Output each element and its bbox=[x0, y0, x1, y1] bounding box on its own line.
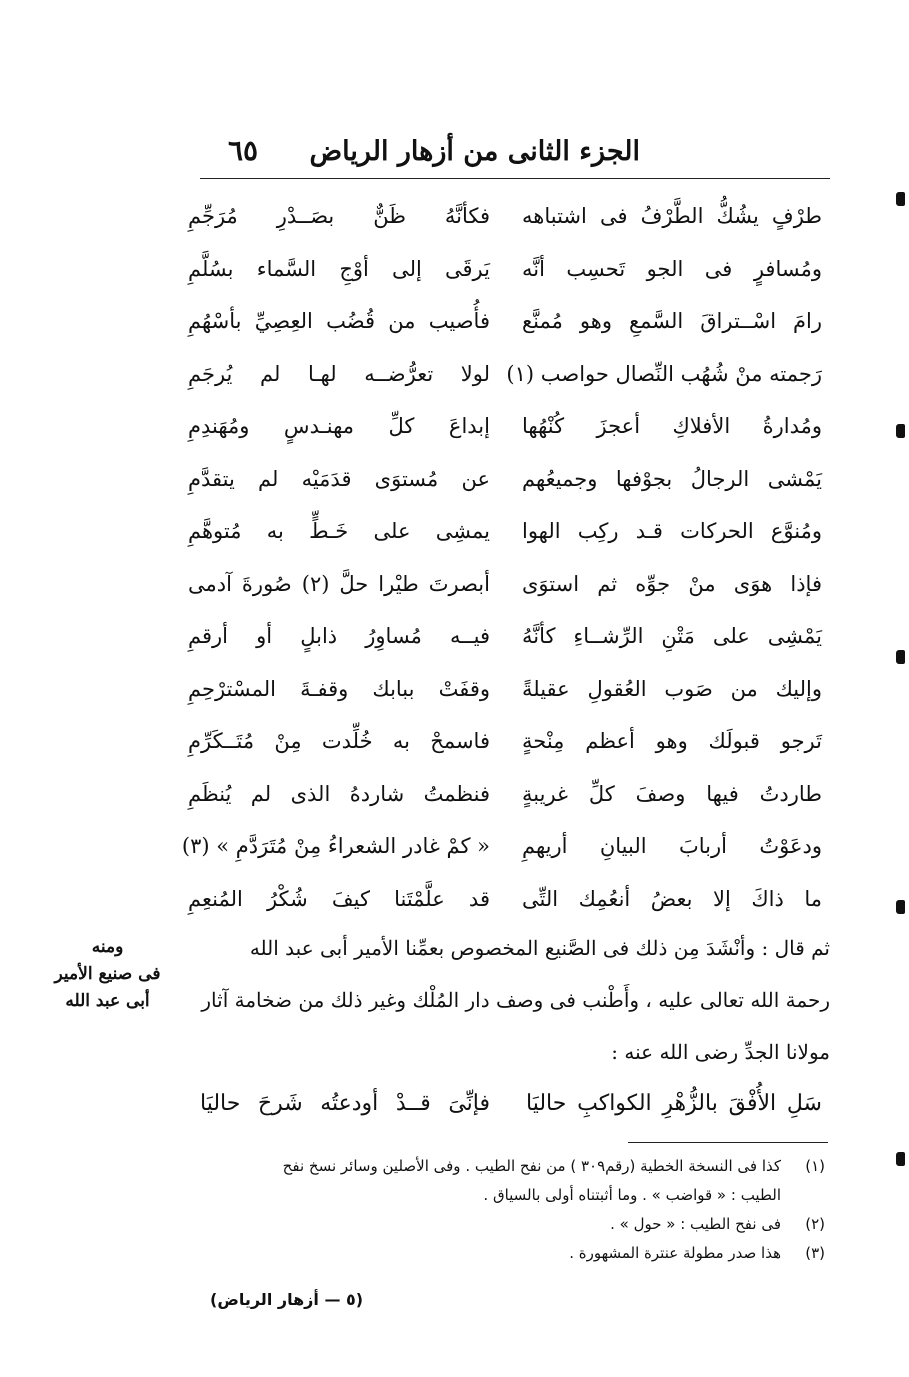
verse bbox=[170, 400, 830, 453]
verse-second-hemistich: لولا تعرُّضــه لهـا لم يُرجَمِ bbox=[188, 361, 490, 386]
verse-first-hemistich: يَمْشِى على مَتْنِ الرِّشــاءِ كأنَّهُ bbox=[522, 624, 822, 648]
verse-second-hemistich: « كمْ غادر الشعراءُ مِنْ مُتَرَدَّمِ » (٣) bbox=[181, 834, 490, 858]
verse bbox=[170, 873, 830, 926]
verse-second-hemistich: فإنِّىَ قــدْ أودعتُه شَرحَ حاليَا bbox=[200, 1091, 490, 1116]
verse-first-hemistich: طرْفٍ يشُكُّ الطَّرْفُ فى اشتباهه bbox=[522, 204, 822, 228]
verse-first-hemistich: ما ذاكَ إلا بعضُ أنعُمِك التِّى bbox=[522, 886, 822, 911]
prose-line: مولانا الجدِّ رضى الله عنه : bbox=[611, 1040, 830, 1064]
verse-first-hemistich: رَجمته منْ شُهُب النِّصال حواصب (١) bbox=[506, 361, 822, 386]
verse-first-hemistich: ومُدارةُ الأفلاكِ أعجزَ كُنْهُها bbox=[522, 414, 822, 438]
verse-second-hemistich: إبداعَ كلِّ مهنـدسٍ ومُهَندِمِ bbox=[188, 414, 490, 438]
verse-first-hemistich: ومُنوَّع الحركات قـد ركِب الهوا bbox=[522, 519, 822, 543]
verse-second-hemistich: أبصرتَ طيْرا حلَّ (٢) صُورةَ آدمى bbox=[188, 571, 490, 596]
signature-mark: (٥ — أزهار الرياض) bbox=[210, 1290, 364, 1309]
verse-second-hemistich: قد علَّمْتَنا كيفَ شُكْرُ المُنعِمِ bbox=[188, 886, 490, 911]
footnote-3 bbox=[185, 1239, 825, 1268]
verse-first-hemistich: طاردتُ فيها وصفَ كلِّ غريبةٍ bbox=[522, 781, 822, 806]
binding-mark bbox=[896, 192, 905, 206]
margin-note-line: فى صنيع الأمير bbox=[54, 964, 161, 984]
binding-mark bbox=[896, 900, 905, 914]
binding-mark bbox=[896, 424, 905, 438]
footnote-number: (١) bbox=[805, 1157, 825, 1175]
verse bbox=[170, 663, 830, 716]
verse-first-hemistich: يَمْشى الرجالُ بجوْفها وجميعُهم bbox=[522, 466, 822, 491]
verse-second-hemistich: يَرقَى إلى أوْجِ السَّماء بسُلَّمِ bbox=[188, 256, 490, 281]
margin-note-line: ومنه bbox=[91, 937, 124, 957]
verse-first-hemistich: تَرجو قبولَك وهو أعظم مِنْحةٍ bbox=[522, 729, 822, 753]
binding-mark bbox=[896, 1152, 905, 1166]
verse-second-hemistich: فأُصيب من قُضُب العِصِيِّ بأسْهُمِ bbox=[188, 309, 490, 333]
prose-line: ثم قال : وأنْشَدَ مِن ذلك فى الصَّنيع المخصوص بعمِّنا الأمير أبى عبد الله bbox=[249, 936, 830, 960]
footnote-text: فى نفح الطيب : « حول » . bbox=[610, 1215, 781, 1233]
verse-first-hemistich: فإذا هوَى منْ جوِّه ثم استوَى bbox=[522, 571, 822, 596]
verse bbox=[170, 768, 830, 821]
verse-second-hemistich: عن مُستوَى قدَمَيْه لم يتقدَّمِ bbox=[188, 466, 490, 491]
footnote-2 bbox=[185, 1210, 825, 1239]
verse-second-hemistich: يمشِى على خَـطٍّ به مُتوهَّمِ bbox=[188, 519, 490, 543]
page-number: ٦٥ bbox=[228, 134, 259, 167]
page-header bbox=[200, 132, 830, 179]
margin-note bbox=[40, 934, 175, 1015]
verse bbox=[170, 190, 830, 243]
prose-paragraph bbox=[185, 922, 830, 1078]
verse bbox=[170, 453, 830, 506]
poem bbox=[170, 190, 830, 925]
verse bbox=[170, 715, 830, 768]
verse bbox=[170, 820, 830, 873]
verse bbox=[170, 558, 830, 611]
verse bbox=[170, 295, 830, 348]
verse-first-hemistich: ومُسافرٍ فى الجو تَحسِب أنَّه bbox=[522, 256, 822, 281]
verse-second-hemistich: وقفَتْ ببابك وقفـةَ المسْترْحِمِ bbox=[188, 676, 490, 701]
verse-first-hemistich: سَلِ الأُفْقَ بالزُّهْرِ الكواكبِ حاليَا bbox=[526, 1091, 822, 1116]
verse bbox=[170, 243, 830, 296]
footnote-continuation: الطيب : « قواضب » . وما أثبتناه أولى بالسياق . bbox=[483, 1186, 781, 1204]
final-verse bbox=[170, 1076, 830, 1132]
footnote-number: (٢) bbox=[805, 1215, 825, 1233]
verse-second-hemistich: فيــه مُساوِرُ ذابلٍ أو أرقمِ bbox=[188, 624, 490, 648]
margin-note-line: أبى عبد الله bbox=[65, 991, 150, 1011]
binding-mark bbox=[896, 650, 905, 664]
prose-line: رحمة الله تعالى عليه ، وأَطْنب فى وصف دار المُلْك وغير ذلك من ضخامة آثار bbox=[201, 988, 830, 1012]
footnote-1 bbox=[185, 1152, 825, 1181]
verse-first-hemistich: وإليك من صَوب العُقولِ عقيلةً bbox=[522, 676, 822, 701]
running-title: الجزء الثانى من أزهار الرياض bbox=[309, 136, 640, 167]
footnotes bbox=[185, 1152, 825, 1268]
verse-second-hemistich: فكأنَّهُ ظَنٌّ بصَــدْرِ مُرَجِّمِ bbox=[188, 204, 490, 228]
verse-second-hemistich: فنظمتُ شاردهُ الذى لم يُنظَمِ bbox=[188, 781, 490, 806]
verse-second-hemistich: فاسمحْ به خُلِّدت مِنْ مُتَــكَرِّمِ bbox=[188, 729, 490, 753]
footnote-rule bbox=[628, 1142, 828, 1143]
verse bbox=[170, 610, 830, 663]
footnote-text: كذا فى النسخة الخطية (رقم٣٠٩ ) من نفح الطيب . وفى الأصلين وسائر نسخ نفح bbox=[282, 1157, 781, 1175]
verse bbox=[170, 348, 830, 401]
verse-first-hemistich: رامَ اسْــتراقَ السَّمعِ وهو مُمنَّع bbox=[522, 309, 822, 333]
footnote-number: (٣) bbox=[805, 1244, 825, 1262]
footnote-text: هذا صدر مطولة عنترة المشهورة . bbox=[569, 1244, 781, 1262]
verse-first-hemistich: ودعَوْتُ أربابَ البيانِ أريهمِ bbox=[522, 834, 822, 858]
verse bbox=[170, 505, 830, 558]
